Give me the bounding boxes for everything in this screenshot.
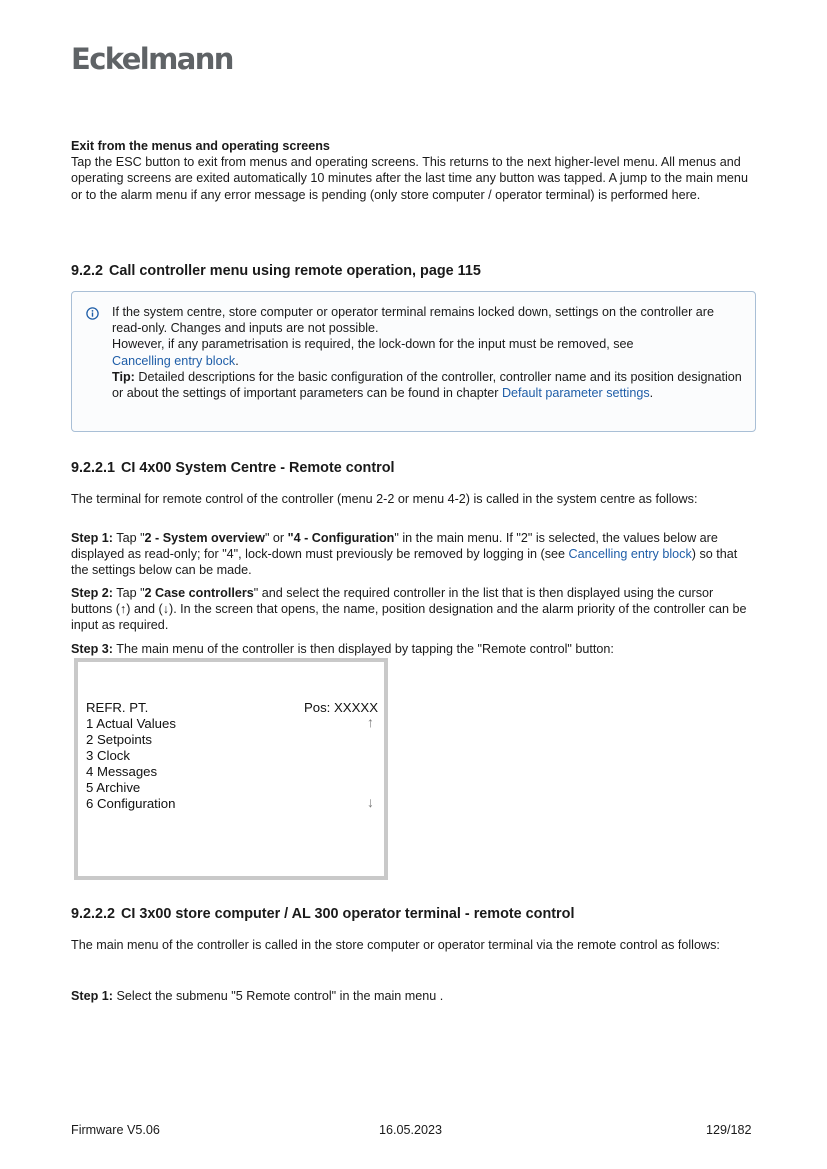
step-2-bold: 2 Case controllers — [144, 586, 254, 600]
tip-text: Detailed descriptions for the basic configuration of the controller, controller name and its position designation or about the settings of important parameters can be found in chapter — [112, 369, 742, 401]
terminal-menu-item[interactable]: 3 Clock — [86, 748, 130, 763]
note-period: . — [235, 353, 239, 368]
info-icon — [86, 307, 99, 320]
step-1-text: " or — [264, 531, 288, 545]
section-9222-step-1 — [71, 988, 757, 1004]
exit-section-title: Exit from the menus and operating screens — [71, 139, 330, 153]
arrow-up-icon[interactable]: ↑ — [367, 714, 374, 730]
step-1-text: Tap " — [113, 531, 145, 545]
tip-label: Tip: — [112, 369, 135, 384]
section-9222-intro: The main menu of the controller is called in the store computer or operator terminal via the remote control as follows: — [71, 938, 720, 952]
note-text — [112, 304, 742, 401]
step-2-text: Tap " — [113, 586, 145, 600]
info-note-box — [71, 291, 756, 432]
terminal-title: REFR. PT. — [86, 700, 149, 715]
section-title: Call controller menu using remote operation, page 115 — [109, 263, 481, 279]
footer-firmware: Firmware V5.06 — [71, 1123, 160, 1137]
step-1-bold: "4 - Configuration — [287, 531, 395, 545]
step-2-paragraph — [71, 585, 757, 634]
terminal-header — [86, 700, 378, 716]
section-title: CI 3x00 store computer / AL 300 operator terminal - remote control — [121, 906, 575, 922]
default-parameter-settings-link[interactable]: Default parameter settings — [501, 386, 650, 401]
section-heading-9-2-2-2 — [71, 905, 574, 923]
step-1-text: Select the submenu "5 Remote control" in the main menu . — [113, 989, 444, 1003]
step-1-bold: 2 - System overview — [144, 531, 265, 545]
step-1-text: " in the main menu. If "2" is selected, the values below are displayed as read-only; for "4", lock-down must previously be removed by logging in (see — [71, 531, 718, 562]
exit-section-text: Tap the ESC button to exit from menus and operating screens. This returns to the next higher-level menu. All menus and operating screens are exited automatically 10 minutes after the last time any button was tapped. A jump to the main menu or to the alarm menu if any error message is pending (only store computer / operator terminal) is performed here. — [71, 155, 748, 202]
step-3-label: Step 3: — [71, 642, 113, 656]
tip-period: . — [649, 386, 654, 401]
section-number: 9.2.2.2 — [71, 906, 116, 922]
step-3-paragraph — [71, 641, 757, 657]
section-number: 9.2.2 — [71, 263, 104, 279]
section-number: 9.2.2.1 — [71, 460, 116, 476]
footer-page-number: 129/182 — [706, 1123, 752, 1137]
terminal-menu — [86, 716, 176, 812]
section-heading-9-2-2-1 — [71, 459, 395, 477]
note-line-2: However, if any parametrisation is required, the lock-down for the input must be removed, see — [112, 337, 634, 352]
step-1-paragraph — [71, 530, 757, 579]
terminal-position: Pos: XXXXX — [303, 700, 378, 715]
terminal-menu-item[interactable]: 2 Setpoints — [86, 732, 152, 747]
terminal-menu-item[interactable]: 4 Messages — [86, 764, 158, 779]
terminal-menu-item[interactable]: 6 Configuration — [86, 796, 176, 811]
step-1-text: ) so that the settings below can be made. — [71, 547, 738, 578]
terminal-menu-item[interactable]: 1 Actual Values — [86, 716, 176, 731]
section-heading-9-2-2 — [71, 262, 481, 280]
section-9221-intro: The terminal for remote control of the controller (menu 2-2 or menu 4-2) is called in the system centre as follows: — [71, 492, 698, 506]
footer-date: 16.05.2023 — [379, 1123, 443, 1137]
section-title: CI 4x00 System Centre - Remote control — [121, 460, 395, 476]
arrow-down-icon[interactable]: ↓ — [367, 794, 374, 810]
terminal-menu-item[interactable]: 5 Archive — [86, 780, 141, 795]
exit-section — [71, 138, 757, 203]
eckelmann-logo: Eckelmann — [71, 42, 233, 76]
cancelling-entry-block-link[interactable]: Cancelling entry block — [112, 353, 236, 368]
step-2-label: Step 2: — [71, 586, 113, 600]
cancelling-entry-block-link[interactable]: Cancelling entry block — [568, 547, 692, 562]
step-3-text: The main menu of the controller is then displayed by tapping the "Remote control" button: — [113, 642, 614, 656]
step-2-text: " and select the required controller in the list that is then displayed using the cursor buttons (↑) and (↓). In the screen that opens, the name, position designation and the alarm priority of the controller can be input as required. — [71, 586, 747, 633]
step-1-label: Step 1: — [71, 989, 113, 1003]
step-1-label: Step 1: — [71, 531, 113, 545]
note-line-1: If the system centre, store computer or operator terminal remains locked down, settings on the controller are read-only. Changes and inputs are not possible. — [112, 305, 714, 336]
remote-control-terminal-screen — [74, 658, 388, 880]
